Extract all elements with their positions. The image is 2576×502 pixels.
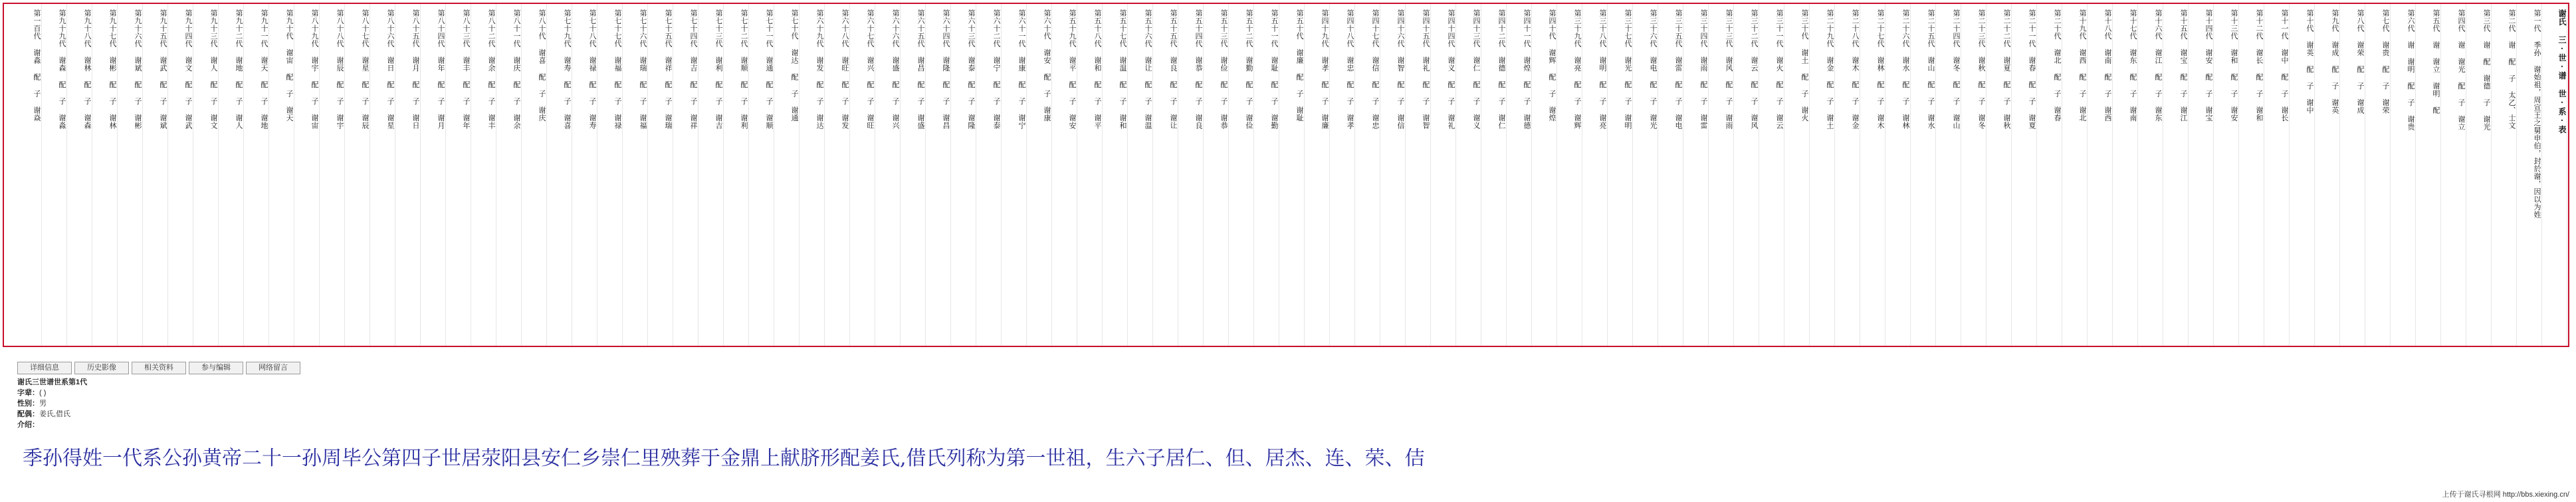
detail-label: 介绍： [17,421,39,429]
generation-column [952,4,976,346]
generation-column [1483,4,1507,346]
generation-text: 第十三代 谢和 配 子 谢安 [2230,9,2238,122]
generation-column [2518,4,2542,346]
generation-text: 第五代 谢 谢立 谢明 配 [2432,9,2440,114]
generation-column [2442,4,2466,346]
generation-text: 第三十四代 谢雨 配 子 谢雷 [1699,9,1708,130]
generation-column [1281,4,1305,346]
generation-column [1735,4,1759,346]
generation-column [1079,4,1103,346]
person-name: 谢氏三世谱世系第1代 [17,378,88,386]
generation-column [447,4,471,346]
generation-text: 第三十九代 谢亮 配 子 谢辉 [1573,9,1582,130]
generation-text: 第六十八代 谢旺 配 子 谢发 [841,9,849,130]
generation-text: 第四十三代 谢仁 配 子 谢义 [1472,9,1481,130]
generation-text: 第四十八代 谢忠 配 子 谢孝 [1346,9,1354,130]
generation-text: 第三十二代 谢云 配 子 谢风 [1750,9,1759,130]
generation-text: 第四十代 谢辉 配 子 谢煌 [1548,9,1556,122]
generation-text: 第五十代 谢廉 配 子 谢耻 [1295,9,1304,122]
generation-text: 第三十代 谢土 配 子 谢火 [1800,9,1809,122]
generation-column [498,4,522,346]
generation-text: 谢氏 三·世·谱 世·系·表 [2557,9,2567,134]
generation-text: 第四十四代 谢义 配 子 谢礼 [1447,9,1455,130]
generation-column [1988,4,2012,346]
detail-label: 配偶： [17,410,39,418]
generation-column [2240,4,2264,346]
generation-column [1255,4,1279,346]
generation-text: 第八十五代 谢月 配 子 谢日 [411,9,420,130]
generation-text: 第五十四代 谢恭 配 子 谢良 [1194,9,1203,130]
generation-text: 第八十二代 谢余 配 子 谢丰 [487,9,496,130]
detail-tabs [17,362,300,374]
generation-column [750,4,774,346]
detail-value: ( ) [39,389,47,397]
generation-column [2190,4,2214,346]
generation-text: 第十六代 谢江 配 子 谢东 [2154,9,2163,122]
generation-text: 第九十八代 谢林 配 子 谢森 [83,9,92,130]
genealogy-columns [4,4,2568,346]
generation-text: 第十二代 谢长 配 子 谢和 [2255,9,2264,122]
generation-text: 第四十七代 谢信 配 子 谢忠 [1371,9,1380,130]
generation-text: 第七十二代 谢顺 配 子 谢利 [740,9,748,130]
generation-column [473,4,496,346]
generation-column [548,4,572,346]
generation-column [1761,4,1784,346]
generation-text: 第一百代 谢淼 配 子 谢焱 [33,9,41,122]
generation-text: 第七十一代 谢通 配 子 谢顺 [765,9,774,130]
generation-text: 第九十四代 谢文 配 子 谢武 [184,9,193,130]
generation-text: 第九十三代 谢人 配 子 谢文 [209,9,218,130]
generation-text: 第九十七代 谢彬 配 子 谢林 [108,9,117,130]
generation-column [245,4,269,346]
generation-column [776,4,800,346]
generation-text: 第七十五代 谢祥 配 子 谢瑞 [664,9,673,130]
generation-text: 第五十一代 谢耻 配 子 谢勤 [1270,9,1279,130]
introduction-text: 季孙得姓一代系公孙黄帝二十一孙周毕公第四子世居荥阳县安仁乡崇仁里殃葬于金鼎上献脐形配姜氏,借氏列称为第一世祖，生六子居仁、但、居杰、连、荣、佶 [23,447,1425,470]
detail-row-gender [17,398,87,409]
generation-text: 第七代 谢贵 配 子 谢荣 [2381,9,2390,114]
generation-text: 第八十七代 谢星 配 子 谢辰 [361,9,370,130]
generation-column [1558,4,1582,346]
generation-text: 第六十六代 谢盛 配 子 谢兴 [891,9,900,130]
generation-text: 第五十三代 谢俭 配 子 谢恭 [1220,9,1228,130]
footer-credit: 上传于谢氏寻根网 http://bbs.xiexing.cn/ [2442,491,2569,499]
generation-text: 第二十八代 谢木 配 子 谢金 [1851,9,1860,130]
generation-text: 第一代 季孙 谢始祖，周宣王之舅申伯，封於谢，因以为姓 [2533,9,2541,219]
generation-text: 第五十七代 谢温 配 子 谢和 [1119,9,1127,130]
generation-text: 第七十八代 谢禄 配 子 谢寿 [588,9,597,130]
generation-column [94,4,118,346]
generation-column [599,4,623,346]
generation-column [2038,4,2062,346]
generation-text: 第九十二代 谢地 配 子 谢人 [235,9,243,130]
tab-related-materials[interactable]: 相关资料 [132,362,186,374]
generation-column [2013,4,2037,346]
generation-column [2114,4,2138,346]
detail-row-generation [17,388,87,398]
generation-text: 第二十三代 谢秋 配 子 谢冬 [1977,9,1986,130]
generation-text: 第九十六代 谢斌 配 子 谢彬 [134,9,142,130]
generation-column [1660,4,1683,346]
generation-text: 第二十七代 谢林 配 子 谢木 [1876,9,1885,130]
generation-column [1634,4,1658,346]
generation-column [1407,4,1431,346]
generation-column [2266,4,2290,346]
generation-column [144,4,168,346]
generation-column [801,4,825,346]
generation-column [1180,4,1204,346]
generation-column [43,4,67,346]
generation-text: 第三十八代 谢明 配 子 谢亮 [1598,9,1607,130]
generation-column [1609,4,1633,346]
generation-column [372,4,395,346]
generation-column [574,4,597,346]
generation-text: 第八十八代 谢辰 配 子 谢宇 [336,9,344,130]
generation-text: 第十一代 谢中 配 子 谢长 [2280,9,2289,122]
generation-column [700,4,724,346]
generation-text: 第十八代 谢南 配 子 谢西 [2103,9,2112,122]
generation-column [2367,4,2391,346]
generation-column [2165,4,2189,346]
tab-messages[interactable]: 网络留言 [246,362,300,374]
generation-text: 第四十六代 谢智 配 子 谢信 [1396,9,1405,130]
generation-column [902,4,926,346]
generation-column [1154,4,1178,346]
detail-row-intro [17,420,87,430]
generation-column [1584,4,1608,346]
generation-column [270,4,294,346]
generation-column [725,4,749,346]
panel-title-column [2543,4,2567,346]
generation-column [422,4,446,346]
generation-text: 第十五代 谢宝 配 子 谢江 [2179,9,2188,122]
generation-column [2341,4,2365,346]
generation-text: 第九十代 谢宙 配 子 谢天 [285,9,294,122]
generation-text: 第三十七代 谢光 配 子 谢明 [1624,9,1632,130]
generation-column [1836,4,1860,346]
generation-text: 第四十九代 谢孝 配 子 谢廉 [1321,9,1329,130]
generation-column [1963,4,1986,346]
generation-column [649,4,673,346]
generation-column [1533,4,1557,346]
generation-text: 第六十三代 谢泰 配 子 谢隆 [967,9,976,130]
detail-info [17,377,87,430]
generation-column [2139,4,2163,346]
generation-text: 第七十三代 谢利 配 子 谢吉 [714,9,723,130]
generation-column [68,4,92,346]
generation-text: 第九十九代 谢森 配 子 谢淼 [58,9,66,130]
generation-column [1129,4,1153,346]
generation-column [927,4,951,346]
generation-text: 第二十四代 谢冬 配 子 谢山 [1952,9,1961,130]
generation-text: 第八十四代 谢年 配 子 谢月 [437,9,445,130]
generation-column [1382,4,1406,346]
generation-column [1786,4,1810,346]
generation-text: 第七十六代 谢瑞 配 子 谢福 [639,9,647,130]
generation-text: 第八十九代 谢宇 配 子 谢宙 [310,9,319,130]
generation-text: 第六十一代 谢康 配 子 谢宁 [1018,9,1026,130]
generation-column [2291,4,2315,346]
generation-text: 第三十一代 谢火 配 子 谢云 [1775,9,1784,130]
generation-column [2493,4,2517,346]
generation-column [1937,4,1961,346]
generation-text: 第七十九代 谢寿 配 子 谢喜 [563,9,572,130]
generation-text: 第二十一代 谢春 配 子 谢夏 [2028,9,2036,130]
generation-column [1306,4,1330,346]
generation-column [2316,4,2340,346]
generation-column [2417,4,2441,346]
generation-column [2089,4,2113,346]
generation-column [1862,4,1885,346]
generation-text: 第四十二代 谢德 配 子 谢仁 [1497,9,1506,130]
generation-column [346,4,370,346]
generation-text: 第四代 谢 谢光 配 子 谢立 [2457,9,2466,131]
generation-text: 第五十九代 谢平 配 子 谢安 [1068,9,1077,130]
generation-column [624,4,648,346]
generation-text: 第八十一代 谢庆 配 子 谢余 [512,9,521,130]
generation-text: 第八十代 谢喜 配 子 谢庆 [538,9,546,122]
generation-column [1710,4,1734,346]
generation-column [397,4,421,346]
generation-text: 第六十二代 谢宁 配 子 谢泰 [992,9,1001,130]
generation-text: 第六代 谢 谢明 配 子 谢贵 [2407,9,2415,131]
generation-text: 第四十五代 谢礼 配 子 谢智 [1422,9,1430,130]
generation-text: 第八十六代 谢日 配 子 谢星 [386,9,395,130]
generation-column [18,4,42,346]
generation-column [1912,4,1936,346]
generation-text: 第七十四代 谢吉 配 子 谢祥 [689,9,698,130]
tab-edit[interactable]: 参与编辑 [189,362,243,374]
person-name-line [17,377,87,388]
generation-text: 第九代 谢成 配 子 谢英 [2331,9,2339,114]
generation-text: 第八十三代 谢丰 配 子 谢年 [462,9,471,130]
generation-text: 第九十一代 谢天 配 子 谢地 [260,9,268,130]
detail-label: 性别： [17,400,39,408]
generation-text: 第五十八代 谢和 配 子 谢平 [1093,9,1102,130]
generation-column [1356,4,1380,346]
generation-column [1028,4,1052,346]
generation-column [1331,4,1355,346]
generation-text: 第六十五代 谢昌 配 子 谢盛 [916,9,925,130]
generation-text: 第二十六代 谢水 配 子 谢林 [1901,9,1910,130]
generation-text: 第六十代 谢安 配 子 谢康 [1043,9,1051,122]
generation-column [2392,4,2416,346]
tab-history-images[interactable]: 历史影像 [74,362,129,374]
generation-text: 第二十五代 谢山 配 子 谢水 [1927,9,1935,130]
generation-text: 第二十九代 谢金 配 子 谢土 [1826,9,1834,130]
generation-text: 第十九代 谢西 配 子 谢北 [2078,9,2087,122]
generation-column [826,4,850,346]
generation-text: 第十七代 谢东 配 子 谢南 [2129,9,2137,122]
generation-text: 第四十一代 谢煌 配 子 谢德 [1523,9,1531,130]
generation-text: 第三十五代 谢雷 配 子 谢电 [1674,9,1683,130]
generation-text: 第十四代 谢安 配 子 谢宝 [2204,9,2213,122]
generation-column [169,4,193,346]
generation-text: 第十代 谢英 配 子 谢中 [2306,9,2314,114]
genealogy-panel [3,3,2569,347]
generation-text: 第六十七代 谢兴 配 子 谢旺 [866,9,875,130]
generation-text: 第二十代 谢北 配 子 谢春 [2053,9,2062,122]
generation-text: 第七十代 谢达 配 子 谢通 [790,9,799,122]
generation-text: 第九十五代 谢武 配 子 谢斌 [159,9,167,130]
generation-text: 第三代 谢 配 谢德 子 谢光 [2482,9,2491,131]
generation-column [1432,4,1456,346]
generation-column [1053,4,1077,346]
generation-text: 第七十七代 谢福 配 子 谢禄 [613,9,622,130]
generation-text: 第五十五代 谢良 配 子 谢让 [1169,9,1178,130]
generation-text: 第二代 谢 配 子 太乙、士文 [2508,9,2516,130]
generation-column [296,4,320,346]
generation-text: 第六十四代 谢隆 配 子 谢昌 [942,9,950,130]
generation-column [1205,4,1229,346]
generation-column [851,4,875,346]
generation-column [877,4,901,346]
generation-column [321,4,345,346]
generation-column [1887,4,1911,346]
generation-column [1230,4,1254,346]
generation-column [675,4,698,346]
generation-column [220,4,244,346]
generation-column [523,4,547,346]
generation-text: 第三十三代 谢风 配 子 谢雨 [1725,9,1733,130]
generation-text: 第八代 谢荣 配 子 谢成 [2356,9,2365,114]
detail-value: 男 [39,400,47,408]
generation-column [1003,4,1027,346]
generation-column [1685,4,1709,346]
generation-column [978,4,1002,346]
generation-column [2064,4,2088,346]
generation-column [1508,4,1532,346]
generation-column [1811,4,1835,346]
generation-column [2215,4,2239,346]
generation-text: 第五十二代 谢勤 配 子 谢俭 [1245,9,1253,130]
detail-row-spouse [17,409,87,420]
generation-text: 第三十六代 谢电 配 子 谢光 [1649,9,1658,130]
generation-column [195,4,219,346]
generation-column [1104,4,1128,346]
detail-value: 姜氏,借氏 [39,410,71,418]
generation-text: 第二十二代 谢夏 配 子 谢秋 [2002,9,2011,130]
tab-detail-info[interactable]: 详细信息 [17,362,72,374]
generation-column [2468,4,2492,346]
detail-label: 字辈： [17,389,39,397]
generation-text: 第五十六代 谢让 配 子 谢温 [1144,9,1152,130]
generation-column [1457,4,1481,346]
generation-column [119,4,143,346]
generation-text: 第六十九代 谢发 配 子 谢达 [815,9,824,130]
